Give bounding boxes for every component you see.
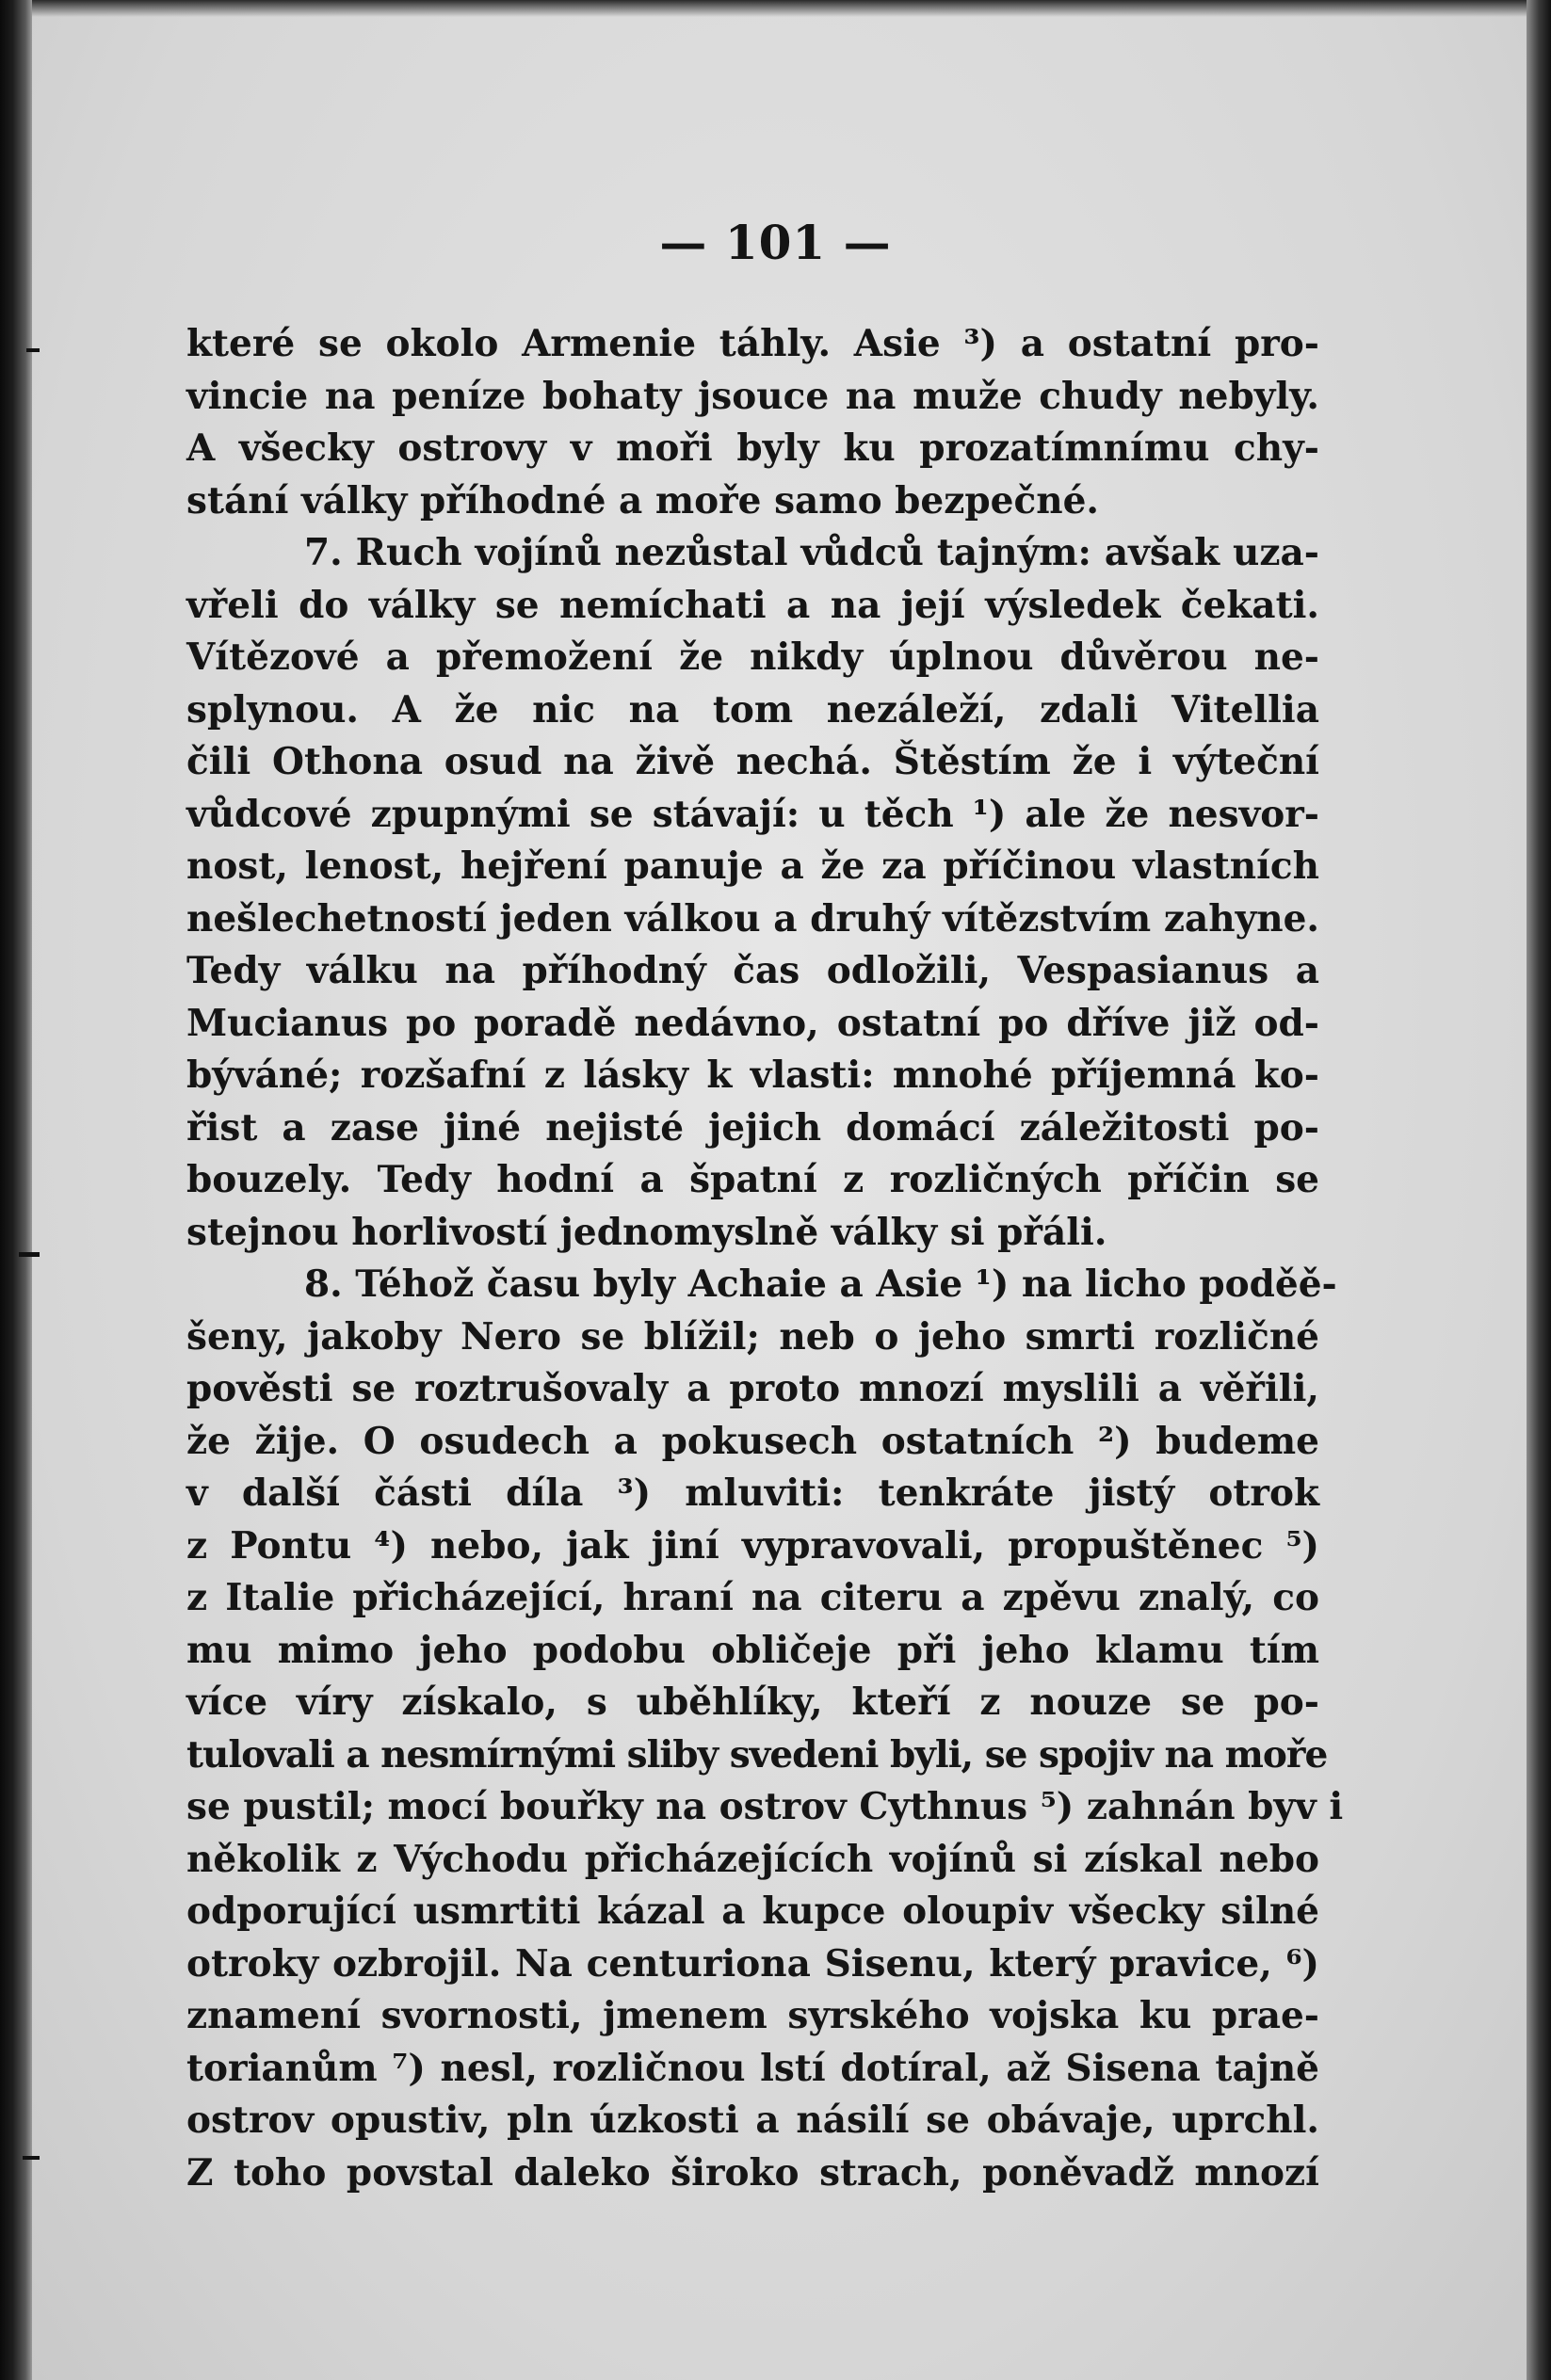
text-line: několik z Východu přicházejících vojínů si získal nebo — [186, 1837, 1319, 1881]
scan-mark — [19, 1252, 40, 1257]
text-line: pověsti se roztrušovaly a proto mnozí myslili a věřili, — [186, 1367, 1319, 1410]
text-line: bouzely. Tedy hodní a špatní z rozličných příčin se — [186, 1158, 1319, 1201]
text-line: v další části díla ³) mluviti: tenkráte jistý otrok — [186, 1471, 1319, 1515]
page-right-edge-shadow — [1527, 0, 1551, 2380]
text-line: stání války příhodné a moře samo bezpečné. — [186, 478, 1099, 523]
text-line: se pustil; mocí bouřky na ostrov Cythnus ⁵) zahnán byv i — [186, 1785, 1344, 1828]
page-number: — 101 — — [659, 215, 892, 270]
text-line: šeny, jakoby Nero se blížil; neb o jeho smrti rozličné — [186, 1314, 1319, 1359]
text-line: býváné; rozšafní z lásky k vlasti: mnohé příjemná ko- — [186, 1053, 1319, 1097]
text-line: Z toho povstal daleko široko strach, poněvadž mnozí — [186, 2150, 1319, 2195]
text-line: čili Othona osud na živě nechá. Štěstím že i výteční — [186, 740, 1319, 783]
text-line: 7. Ruch vojínů nezůstal vůdců tajným: avšak uza- — [304, 531, 1319, 574]
text-line: mu mimo jeho podobu obličeje při jeho klamu tím — [186, 1628, 1319, 1672]
text-line: tulovali a nesmírnými sliby svedeni byli, se spojiv na moře — [186, 1732, 1328, 1777]
text-line: Tedy válku na příhodný čas odložili, Vespasianus a — [186, 949, 1319, 992]
text-line: nešlechetností jeden válkou a druhý vítězstvím zahyne. — [186, 896, 1319, 941]
body-text — [186, 318, 1344, 2199]
text-line: A všecky ostrovy v moři byly ku prozatímnímu chy- — [186, 426, 1319, 470]
text-line: z Pontu ⁴) nebo, jak jiní vypravovali, propuštěnec ⁵) — [186, 1523, 1319, 1568]
scan-mark — [23, 2156, 40, 2160]
text-line: vřeli do války se nemíchati a na její výsledek čekati. — [186, 583, 1319, 627]
text-line: znamení svornosti, jmenem syrského vojska ku prae- — [186, 1994, 1319, 2037]
text-line: Vítězové a přemožení že nikdy úplnou důvěrou ne- — [186, 635, 1319, 679]
text-line: z Italie přicházející, hraní na citeru a zpěvu znalý, co — [186, 1576, 1319, 1619]
text-line: 8. Téhož času byly Achaie a Asie ¹) na licho poděě- — [304, 1262, 1337, 1306]
text-line: splynou. A že nic na tom nezáleží, zdali Vitellia — [186, 687, 1319, 732]
text-line: nost, lenost, hejření panuje a že za příčinou vlastních — [186, 844, 1319, 888]
text-line: vincie na peníze bohaty jsouce na muže chudy nebyly. — [186, 374, 1319, 418]
page-top-shadow — [0, 0, 1551, 17]
text-line: odporující usmrtiti kázal a kupce oloupiv všecky silné — [186, 1890, 1319, 1933]
text-line: více víry získalo, s uběhlíky, kteří z nouze se po- — [186, 1680, 1319, 1724]
text-line: Mucianus po poradě nedávno, ostatní po dříve již od- — [186, 1001, 1319, 1045]
text-line: vůdcové zpupnými se stávají: u těch ¹) ale že nesvor- — [186, 792, 1319, 836]
text-line: řist a zase jiné nejisté jejich domácí záležitosti po- — [186, 1105, 1319, 1150]
scan-mark — [26, 348, 40, 352]
text-line: otroky ozbrojil. Na centuriona Sisenu, který pravice, ⁶) — [186, 1941, 1319, 1986]
text-line: torianům ⁷) nesl, rozličnou lstí dotíral, až Sisena tajně — [186, 2046, 1319, 2090]
page-left-binding-shadow — [0, 0, 32, 2380]
text-line: stejnou horlivostí jednomyslně války si přáli. — [186, 1210, 1107, 1254]
text-line: ostrov opustiv, pln úzkosti a násilí se obávaje, uprchl. — [186, 2099, 1319, 2142]
text-line: že žije. O osudech a pokusech ostatních ²) budeme — [186, 1419, 1319, 1463]
text-line: které se okolo Armenie táhly. Asie ³) a ostatní pro- — [186, 322, 1319, 365]
